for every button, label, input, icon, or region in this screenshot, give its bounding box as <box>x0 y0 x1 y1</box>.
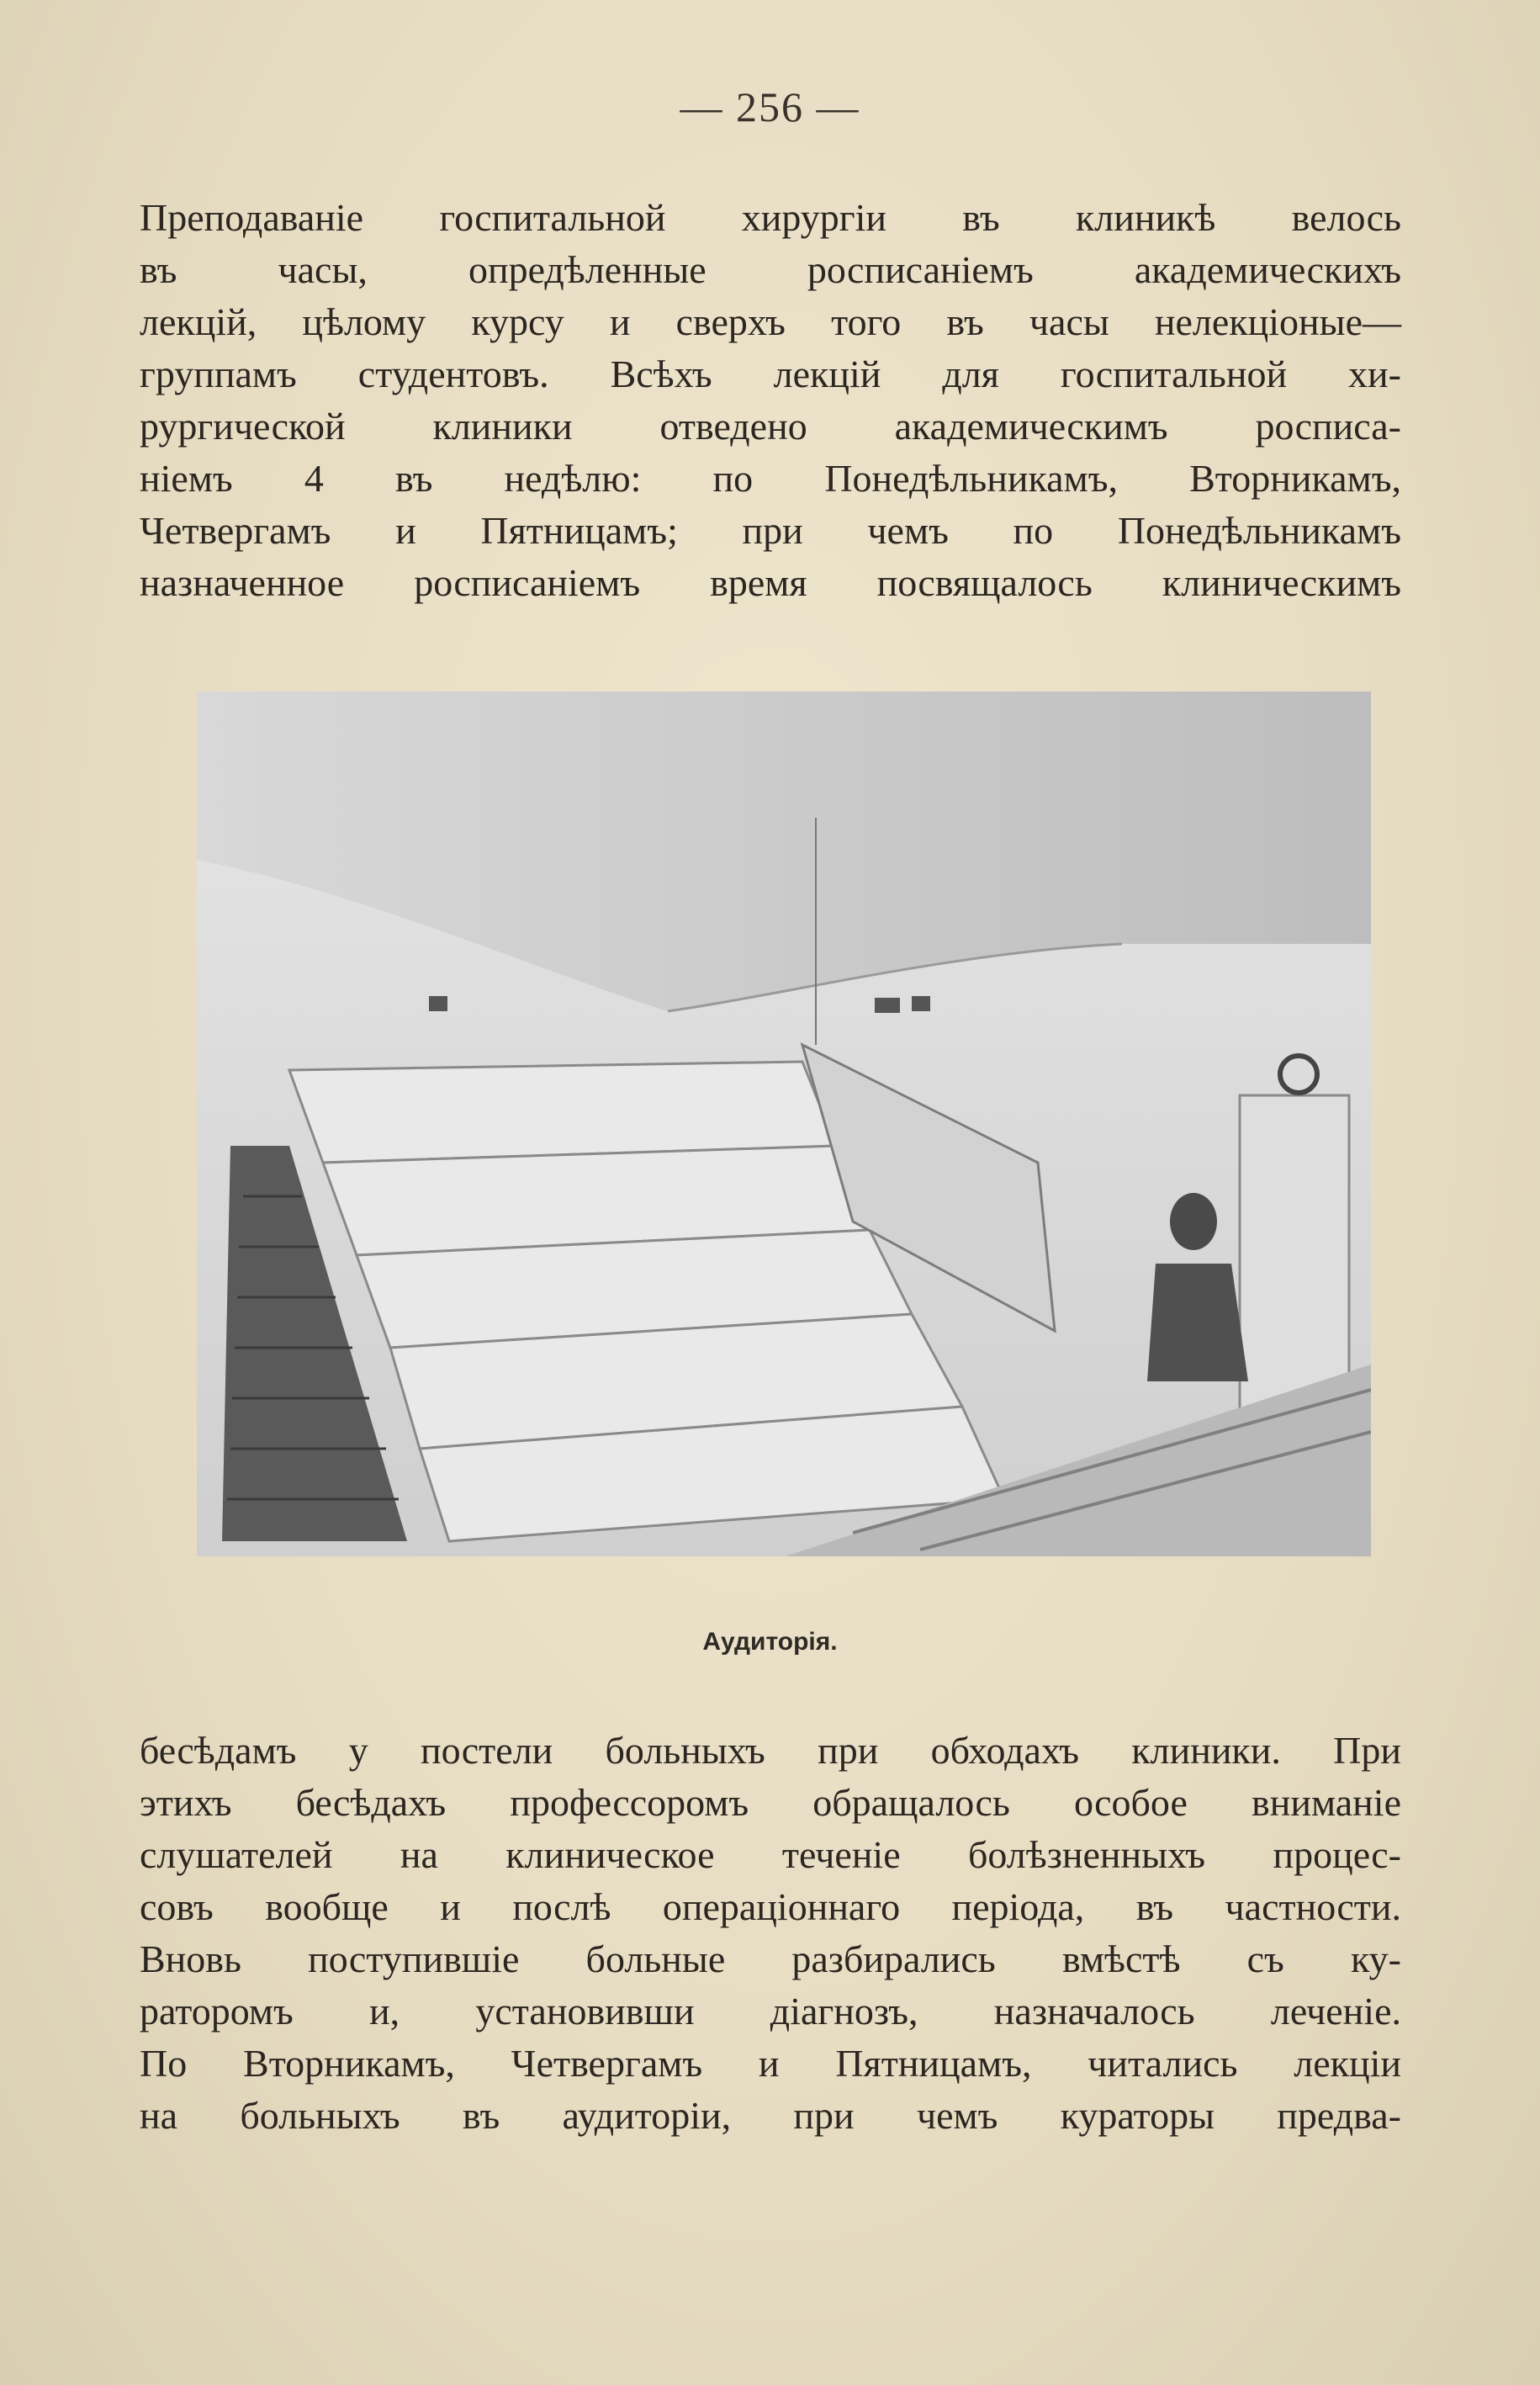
text-line: Вновь поступившiе больные разбирались вмѣстѣ съ ку- <box>140 1937 1401 1980</box>
text-line: совъ вообще и послѣ операцiоннаго перiода, въ частности. <box>140 1885 1401 1928</box>
text-line: этихъ бесѣдахъ профессоромъ обращалось особое вниманiе <box>140 1781 1401 1824</box>
text-line: въ часы, опредѣленные росписанiемъ академическихъ <box>140 248 1401 291</box>
text-line: Преподаванiе госпитальной хирургiи въ клиникѣ велось <box>140 196 1401 239</box>
text-line: лекцiй, цѣлому курсу и сверхъ того въ часы нелекцiоные— <box>140 300 1401 343</box>
photo-caption: Аудиторiя. <box>702 1628 838 1656</box>
text-line: группамъ студентовъ. Всѣхъ лекцiй для госпитальной хи- <box>140 352 1401 395</box>
text-line: слушателей на клиническое теченiе болѣзненныхъ процес- <box>140 1833 1401 1876</box>
text-line: на больныхъ въ аудиторiи, при чемъ кураторы предва- <box>140 2094 1401 2137</box>
page-number: — 256 — <box>680 83 860 130</box>
text-line: По Вторникамъ, Четвергамъ и Пятницамъ, читались лекцiи <box>140 2042 1401 2085</box>
text-line: нiемъ 4 въ недѣлю: по Понедѣльникамъ, Вторникамъ, <box>140 457 1401 500</box>
text-line: раторомъ и, установивши дiагнозъ, назначалось леченiе. <box>140 1990 1401 2033</box>
bottom-paragraph <box>140 1725 1401 2142</box>
auditorium-photo <box>197 692 1371 1556</box>
text-line: назначенное росписанiемъ время посвящалось клиническимъ <box>140 561 1401 604</box>
top-paragraph <box>140 192 1401 609</box>
text-line: рургической клиники отведено академическимъ росписа- <box>140 405 1401 448</box>
text-line: Четвергамъ и Пятницамъ; при чемъ по Понедѣльникамъ <box>140 509 1401 552</box>
text-line: бесѣдамъ у постели больныхъ при обходахъ клиники. При <box>140 1729 1401 1772</box>
auditorium-photo-drawing <box>197 692 1371 1556</box>
